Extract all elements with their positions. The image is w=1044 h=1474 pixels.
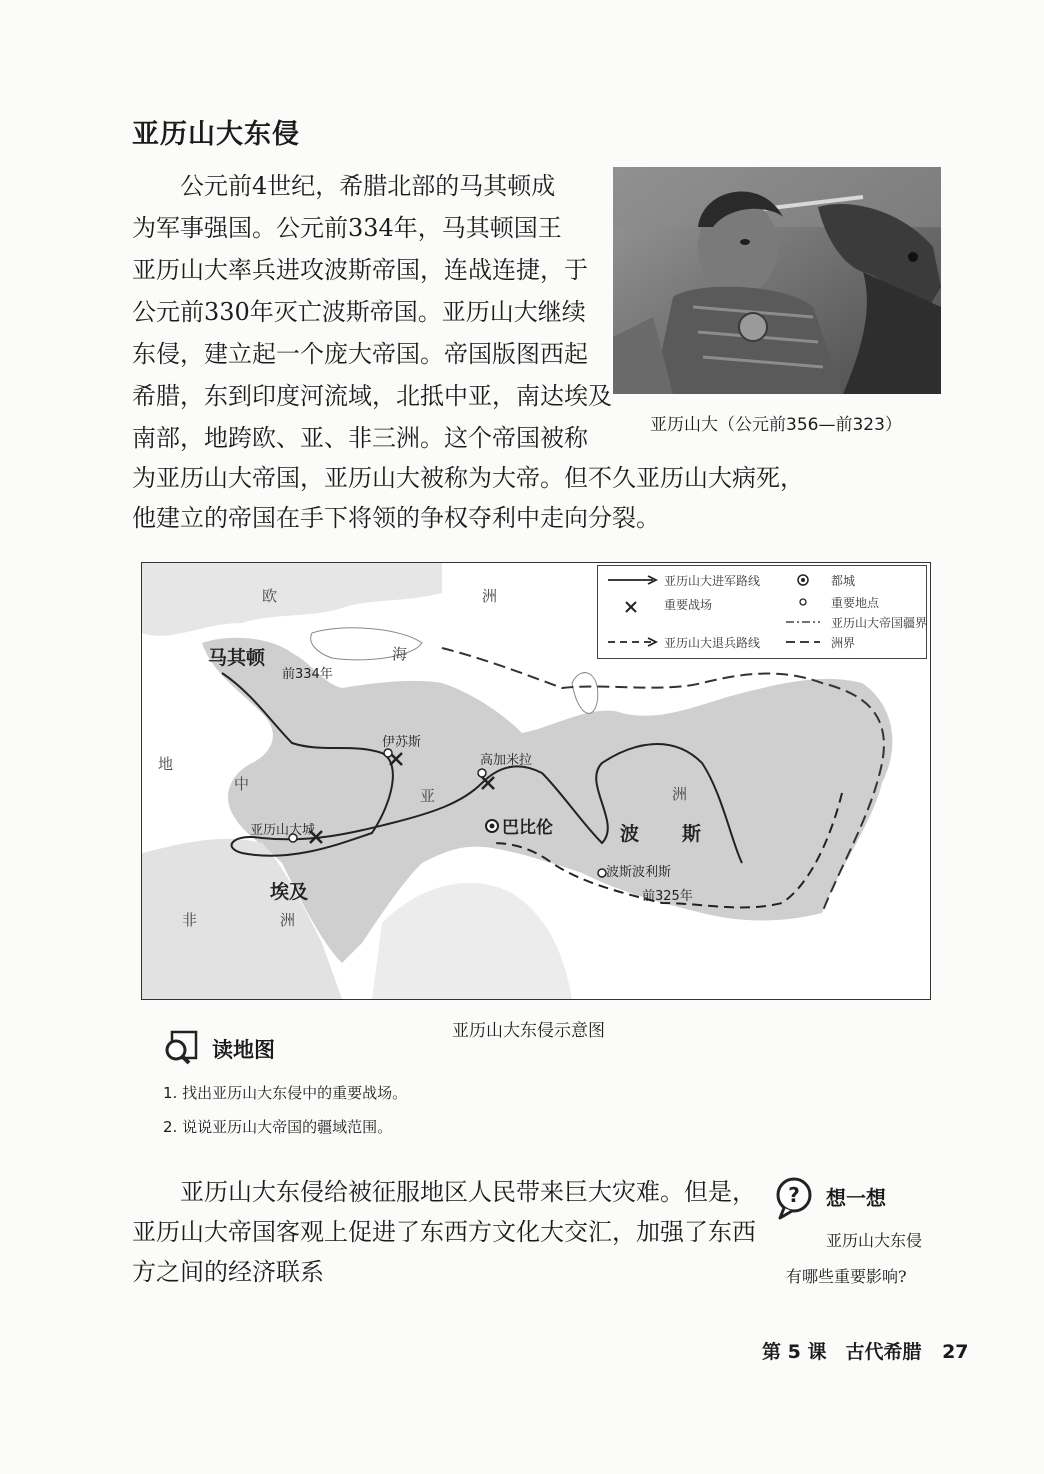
intro-line: 南部，地跨欧、亚、非三洲。这个帝国被称 bbox=[132, 424, 588, 452]
alexander-portrait-image bbox=[613, 167, 941, 394]
alexander-mosaic-portrait-icon bbox=[613, 167, 941, 394]
think-title: 想一想 bbox=[826, 1186, 886, 1210]
intro-line: 公元前330年灭亡波斯帝国。亚历山大继续 bbox=[132, 298, 586, 326]
closing-line: 方之间的经济联系 bbox=[132, 1258, 324, 1286]
intro-line: 公元前4世纪，希腊北部的马其顿成 bbox=[180, 172, 556, 200]
closing-line: 亚历山大帝国客观上促进了东西方文化大交汇，加强了东西 bbox=[132, 1218, 756, 1246]
legend-important-place: 重要地点 bbox=[831, 596, 880, 610]
closing-line: 亚历山大东侵给被征服地区人民带来巨大灾难。但是， bbox=[180, 1178, 756, 1206]
intro-line: 为亚历山大帝国，亚历山大被称为大帝。但不久亚历山大病死， bbox=[132, 464, 804, 492]
legend-capital: 都城 bbox=[831, 574, 856, 588]
label-persepolis: 波斯波利斯 bbox=[606, 865, 672, 880]
label-africa-1: 非 bbox=[182, 911, 198, 929]
label-mediterranean-1: 地 bbox=[158, 755, 174, 773]
label-alexandria: 亚历山大城 bbox=[250, 823, 316, 838]
intro-line: 为军事强国。公元前334年，马其顿国王 bbox=[132, 214, 562, 242]
svg-text:?: ? bbox=[788, 1183, 800, 1207]
intro-line: 亚历山大率兵进攻波斯帝国，连战连捷，于 bbox=[132, 256, 588, 284]
label-gaugamela: 高加米拉 bbox=[480, 753, 533, 768]
legend-retreat-route: 亚历山大退兵路线 bbox=[664, 636, 761, 650]
legend-continent-border: 洲界 bbox=[831, 636, 856, 650]
intro-line: 东侵，建立起一个庞大帝国。帝国版图西起 bbox=[132, 340, 588, 368]
label-persia-1: 波 bbox=[620, 823, 640, 845]
page-number: 27 bbox=[942, 1341, 969, 1363]
label-macedonia: 马其顿 bbox=[208, 647, 266, 669]
legend-battlefield: 重要战场 bbox=[664, 598, 713, 612]
label-africa-2: 洲 bbox=[280, 911, 296, 929]
label-babylon: 巴比伦 bbox=[502, 818, 553, 838]
question-bubble-icon bbox=[774, 1176, 814, 1220]
label-issus: 伊苏斯 bbox=[382, 735, 422, 750]
map-caption: 亚历山大东侵示意图 bbox=[452, 1021, 605, 1041]
label-mediterranean-2: 中 bbox=[234, 775, 250, 793]
intro-line: 他建立的帝国在手下将领的争权夺利中走向分裂。 bbox=[132, 504, 660, 532]
label-black-sea: 海 bbox=[392, 645, 408, 663]
page-footer bbox=[762, 1337, 969, 1364]
label-asia-1: 亚 bbox=[420, 787, 436, 805]
label-egypt: 埃及 bbox=[270, 881, 309, 903]
think-line: 亚历山大东侵 bbox=[826, 1231, 923, 1250]
intro-line: 希腊，东到印度河流域，北抵中亚，南达埃及 bbox=[132, 382, 612, 410]
map-legend bbox=[597, 565, 927, 659]
lesson-title: 第 5 课 古代希腊 bbox=[762, 1341, 922, 1363]
read-map-question: 1. 找出亚历山大东侵中的重要战场。 bbox=[163, 1084, 408, 1102]
label-europe-1: 欧 bbox=[262, 587, 278, 605]
label-persia-2: 斯 bbox=[682, 823, 702, 845]
photo-caption: 亚历山大（公元前356—前323） bbox=[650, 415, 902, 435]
label-year-325: 前325年 bbox=[642, 889, 693, 904]
read-map-question: 2. 说说亚历山大帝国的疆域范围。 bbox=[163, 1118, 393, 1136]
label-year-334: 前334年 bbox=[282, 667, 333, 682]
read-map-title: 读地图 bbox=[212, 1038, 275, 1062]
label-asia-2: 洲 bbox=[672, 785, 688, 803]
legend-symbols bbox=[598, 566, 926, 658]
label-europe-2: 洲 bbox=[482, 587, 498, 605]
legend-advance-route: 亚历山大进军路线 bbox=[664, 574, 761, 588]
alexander-east-campaign-map bbox=[141, 562, 931, 1000]
magnifier-map-icon bbox=[162, 1030, 202, 1066]
legend-empire-border: 亚历山大帝国疆界 bbox=[831, 616, 928, 630]
section-heading: 亚历山大东侵 bbox=[132, 119, 300, 150]
think-line: 有哪些重要影响? bbox=[786, 1267, 907, 1286]
